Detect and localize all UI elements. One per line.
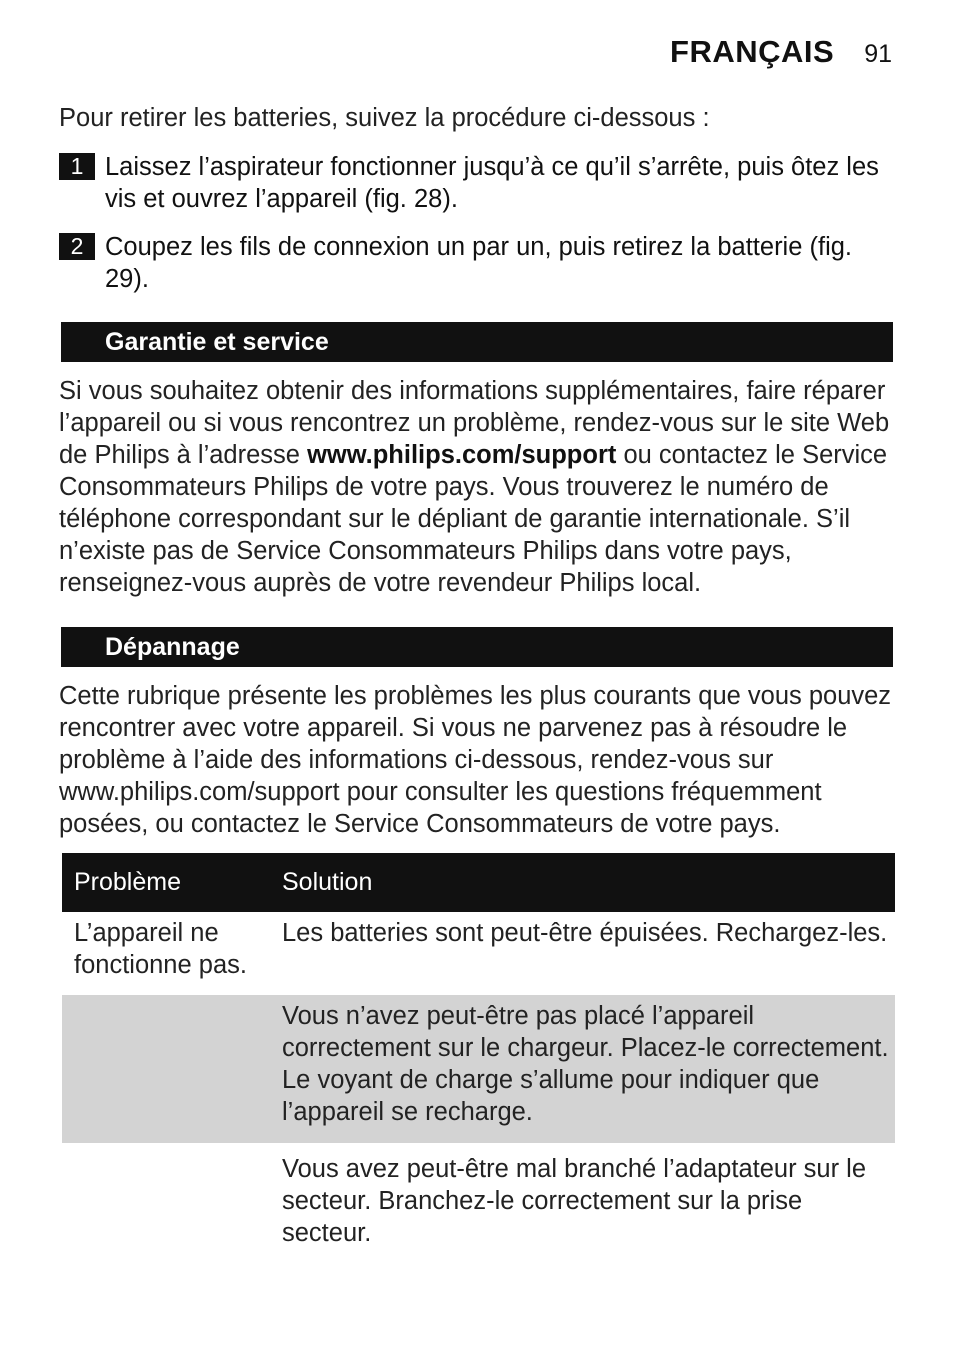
solution-cell: Les batteries sont peut-être épuisées. Rechargez-les. bbox=[282, 919, 888, 947]
intro-text: Pour retirer les batteries, suivez la procédure ci-dessous : bbox=[59, 104, 710, 132]
solution-cell: Vous avez peut-être mal branché l’adaptateur sur le secteur. Branchez-le correctement sur la prise secteur. bbox=[282, 1155, 867, 1247]
step-number: 1 bbox=[59, 153, 95, 180]
column-header-problem: Problème bbox=[74, 868, 181, 896]
table-row bbox=[62, 912, 895, 995]
page-header bbox=[670, 34, 892, 70]
troubleshooting-paragraph: Cette rubrique présente les problèmes les plus courants que vous pouvez rencontrer avec votre appareil. Si vous ne parvenez pas à résoudre le problème à l’aide des informations ci-dessous, rendez-vous sur www.philips.com/support pour consulter les questions fréquemment posées, ou contactez le Service Consommateurs de votre pays. bbox=[59, 682, 892, 838]
problem-cell bbox=[62, 1000, 270, 1143]
problem-cell: L’appareil ne fonctionne pas. bbox=[74, 919, 247, 979]
step-text: Laissez l’aspirateur fonctionner jusqu’à ce qu’il s’arrête, puis ôtez les vis et ouvrez l’appareil (fig. 28). bbox=[105, 153, 879, 213]
section-heading-warranty: Garantie et service bbox=[61, 322, 893, 362]
solution-cell: Vous n’avez peut-être pas placé l’appareil correctement sur le chargeur. Placez-le correctement. Le voyant de charge s’allume pour indiquer que l’appareil se recharge. bbox=[282, 1002, 889, 1126]
warranty-paragraph bbox=[59, 375, 899, 599]
step-text: Coupez les fils de connexion un par un, puis retirez la batterie (fig. 29). bbox=[105, 233, 852, 293]
step-2 bbox=[59, 231, 899, 295]
problem-cell bbox=[62, 1153, 270, 1249]
table-row bbox=[62, 1143, 895, 1249]
table-header bbox=[62, 853, 895, 912]
warranty-text-before: Si vous souhaitez obtenir des informations supplémentaires, faire réparer l’appareil ou si vous rencontrez un problème, rendez-vous sur le site Web de Philips à l’adresse bbox=[59, 377, 890, 469]
support-link: www.philips.com/support bbox=[307, 441, 617, 469]
table-row bbox=[62, 995, 895, 1143]
page-number: 91 bbox=[864, 40, 892, 68]
language-label: FRANÇAIS bbox=[670, 34, 835, 69]
column-header-solution: Solution bbox=[282, 868, 373, 896]
section-heading-troubleshooting: Dépannage bbox=[61, 627, 893, 667]
step-number: 2 bbox=[59, 233, 95, 260]
warranty-text-after: ou contactez le Service Consommateurs Philips de votre pays. Vous trouverez le numéro de téléphone correspondant sur le dépliant de garantie internationale. S’il n’existe pas de Service Consommateurs Philips dans votre pays, renseignez-vous auprès de votre revendeur Philips local. bbox=[59, 441, 888, 597]
troubleshooting-table bbox=[62, 853, 895, 1249]
step-1 bbox=[59, 151, 899, 215]
